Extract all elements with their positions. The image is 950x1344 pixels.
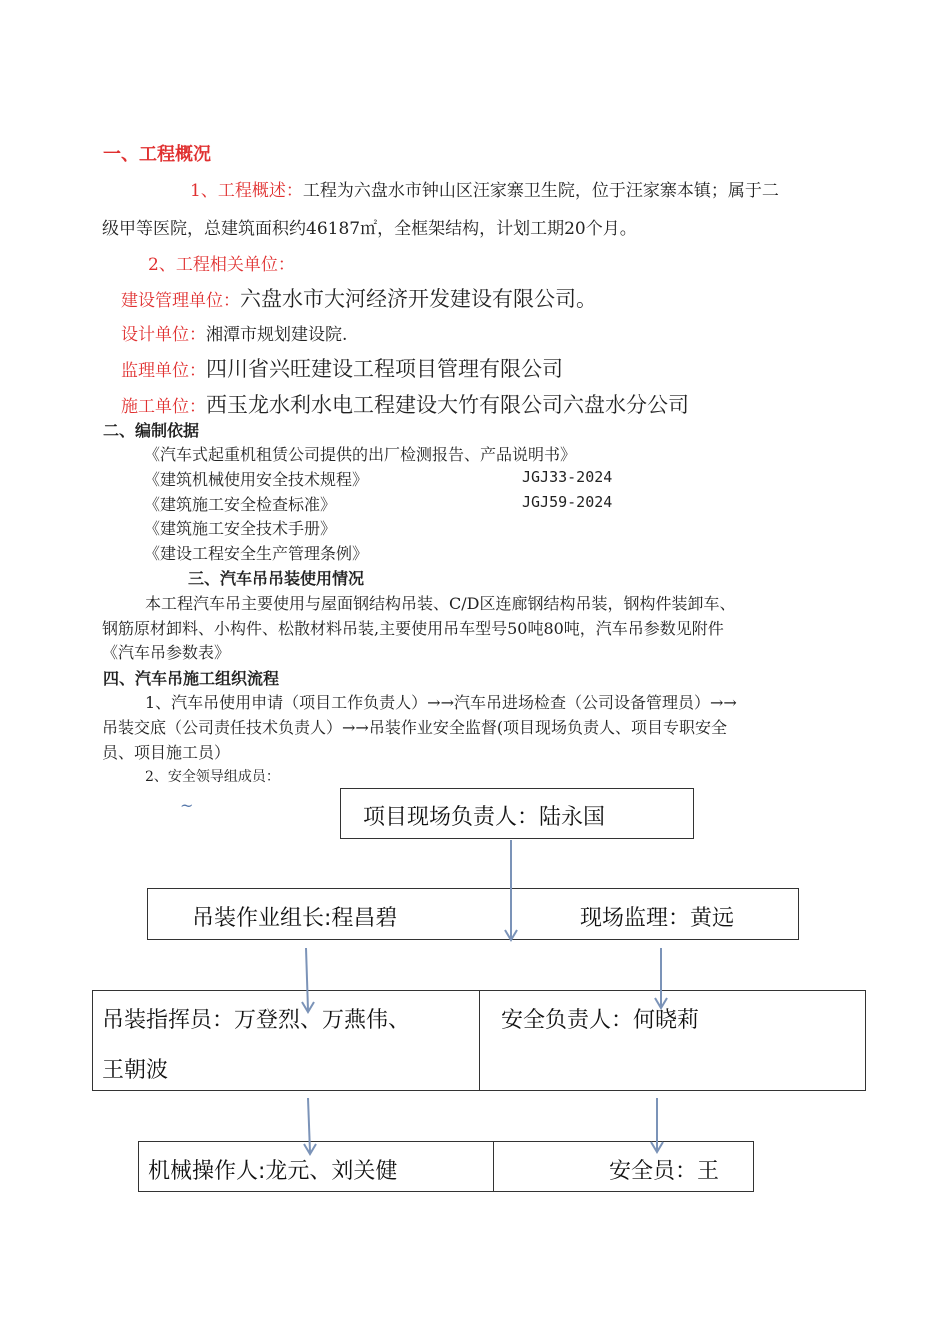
units-label: 2、工程相关单位： bbox=[148, 255, 295, 275]
safety-officer: 安全员：王 bbox=[609, 1159, 720, 1184]
flow-line-1: 1、汽车吊使用申请（项目工作负责人）→→汽车吊进场检查（公司设备管理员）→→ bbox=[145, 693, 737, 712]
unit-construction bbox=[121, 389, 689, 419]
site-manager-box bbox=[340, 788, 694, 839]
ref-item-5: 《建设工程安全生产管理条例》 bbox=[144, 544, 369, 563]
commander-row-divider bbox=[479, 991, 480, 1090]
site-manager: 项目现场负责人：陆永国 bbox=[363, 805, 606, 830]
unit-construction-value: 西玉龙水利水电工程建设大竹有限公司六盘水分公司 bbox=[206, 393, 689, 417]
unit-supervision bbox=[121, 353, 563, 383]
operator-row-divider bbox=[493, 1142, 494, 1191]
usage-line-1: 本工程汽车吊主要使用与屋面钢结构吊装、C/D区连廊钢结构吊装，钢构件装卸车、 bbox=[145, 594, 736, 613]
commander-line-2: 王朝波 bbox=[102, 1058, 169, 1083]
overview-line-1 bbox=[190, 176, 779, 201]
stray-mark: ~ bbox=[180, 796, 194, 815]
leader-row-box bbox=[147, 888, 799, 940]
commander-row-box bbox=[92, 990, 866, 1091]
team-label: 2、安全领导组成员： bbox=[145, 769, 280, 785]
operator-row-box bbox=[138, 1141, 754, 1192]
operators: 机械操作人:龙元、刘关健 bbox=[148, 1159, 398, 1184]
unit-owner bbox=[121, 283, 597, 313]
unit-supervision-value: 四川省兴旺建设工程项目管理有限公司 bbox=[206, 357, 563, 381]
flow-line-3: 员、项目施工员） bbox=[102, 743, 231, 762]
unit-design-value: 湘潭市规划建设院. bbox=[206, 325, 348, 345]
safety-head: 安全负责人：何晓莉 bbox=[501, 1008, 700, 1033]
ref-code-3: JGJ59-2024 bbox=[522, 493, 613, 511]
lifting-leader: 吊装作业组长:程昌碧 bbox=[192, 906, 398, 931]
site-supervisor: 现场监理：黄远 bbox=[580, 906, 735, 931]
ref-item-4: 《建筑施工安全技术手册》 bbox=[144, 519, 337, 538]
overview-line-2: 级甲等医院，总建筑面积约46187㎡，全框架结构，计划工期20个月。 bbox=[102, 219, 637, 239]
section4-heading: 四、汽车吊施工组织流程 bbox=[103, 669, 280, 688]
overview-text-1: 工程为六盘水市钟山区汪家寨卫生院，位于汪家寨本镇；属于二 bbox=[302, 181, 779, 201]
unit-owner-value: 六盘水市大河经济开发建设有限公司。 bbox=[240, 287, 597, 311]
ref-item-3: 《建筑施工安全检查标准》 bbox=[144, 495, 337, 514]
ref-item-1: 《汽车式起重机租赁公司提供的出厂检测报告、产品说明书》 bbox=[144, 445, 577, 464]
ref-item-2: 《建筑机械使用安全技术规程》 bbox=[144, 470, 369, 489]
usage-line-3: 《汽车吊参数表》 bbox=[102, 643, 231, 662]
commander-line-1: 吊装指挥员：万登烈、万燕伟、 bbox=[102, 1008, 411, 1033]
usage-line-2: 钢筋原材卸料、小构件、松散材料吊装,主要使用吊车型号50吨80吨，汽车吊参数见附件 bbox=[102, 619, 724, 638]
unit-design bbox=[121, 320, 347, 345]
unit-supervision-label: 监理单位： bbox=[121, 361, 206, 381]
ref-code-2: JGJ33-2024 bbox=[522, 468, 613, 486]
unit-construction-label: 施工单位： bbox=[121, 397, 206, 417]
section2-heading: 二、编制依据 bbox=[103, 421, 200, 440]
overview-label: 1、工程概述： bbox=[190, 181, 303, 201]
section3-heading: 三、汽车吊吊装使用情况 bbox=[188, 569, 365, 588]
unit-design-label: 设计单位： bbox=[121, 325, 206, 345]
unit-owner-label: 建设管理单位： bbox=[121, 291, 240, 311]
flow-line-2: 吊装交底（公司责任技术负责人）→→吊装作业安全监督(项目现场负责人、项目专职安全 bbox=[102, 718, 728, 737]
section1-heading: 一、工程概况 bbox=[103, 144, 211, 165]
